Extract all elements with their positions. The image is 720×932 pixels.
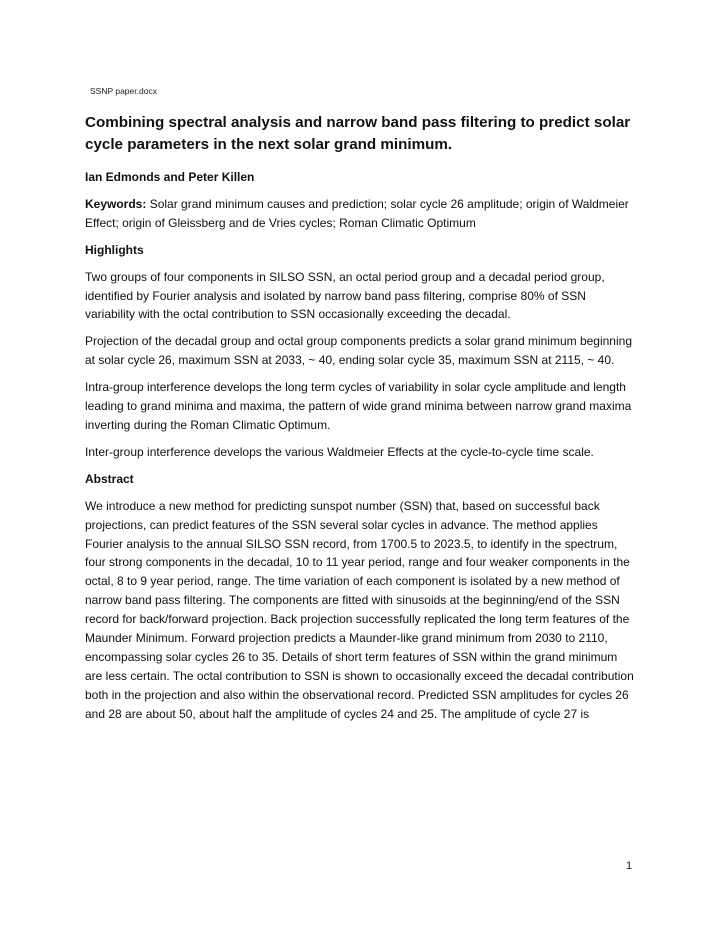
keywords-paragraph [85,195,637,233]
paper-authors: Ian Edmonds and Peter Killen [85,170,255,184]
highlight-paragraph: Inter-group interference develops the various Waldmeier Effects at the cycle-to-cycle time scale. [85,444,594,459]
abstract-paragraph: We introduce a new method for predicting sunspot number (SSN) that, based on successful back projections, can predict features of the SSN several solar cycles in advance. The method applies Fourier analysis to the annual SILSO SSN record, from 1700.5 to 2023.5, to identify in the spectrum, four strong components in the decadal, 10 to 11 year period, range and four weaker components in the octal, 8 to 9 year period, range. The time variation of each component is isolated by a new method of narrow band pass filtering. The components are fitted with sinusoids at the beginning/end of the SSN record for back/forward projection. Back projection successfully replicated the long term features of the Maunder Minimum. Forward projection predicts a Maunder-like grand minimum from 2030 to 2110, encompassing solar cycles 26 to 35. Details of short term features of SSN within the grand minimum are less certain. The octal contribution to SSN is shown to occasionally exceed the decadal contribution both in the projection and also within the observational record. Predicted SSN amplitudes for cycles 26 and 28 are about 50, about half the amplitude of cycles 24 and 25. The amplitude of cycle 27 is [85,498,634,721]
highlight-paragraph: Intra-group interference develops the long term cycles of variability in solar cycle amplitude and length leading to grand minima and maxima, the pattern of wide grand minima between narrow grand maxima inverting during the Roman Climatic Optimum. [85,380,632,432]
page-number: 1 [626,860,633,872]
keywords-label: Keywords: [85,196,147,211]
document-body [85,112,637,732]
document-filename: SSNP paper.docx [90,86,157,96]
highlight-paragraph: Projection of the decadal group and octal group components predicts a solar grand minimum beginning at solar cycle 26, maximum SSN at 2033, ~ 40, ending solar cycle 35, maximum SSN at 2115, ~ 40. [85,334,632,368]
highlight-paragraph: Two groups of four components in SILSO SSN, an octal period group and a decadal period group, identified by Fourier analysis and isolated by narrow band pass filtering, comprise 80% of SSN variability with the octal contribution to SSN occasionally exceeding the decadal. [85,269,605,322]
paper-title: Combining spectral analysis and narrow band pass filtering to predict solar cycle parameters in the next solar grand minimum. [85,114,631,153]
abstract-heading: Abstract [85,471,134,486]
highlights-heading: Highlights [85,242,144,257]
keywords-text: Solar grand minimum causes and prediction; solar cycle 26 amplitude; origin of Waldmeier Effect; origin of Gleissberg and de Vries cycles; Roman Climatic Optimum [85,196,629,230]
